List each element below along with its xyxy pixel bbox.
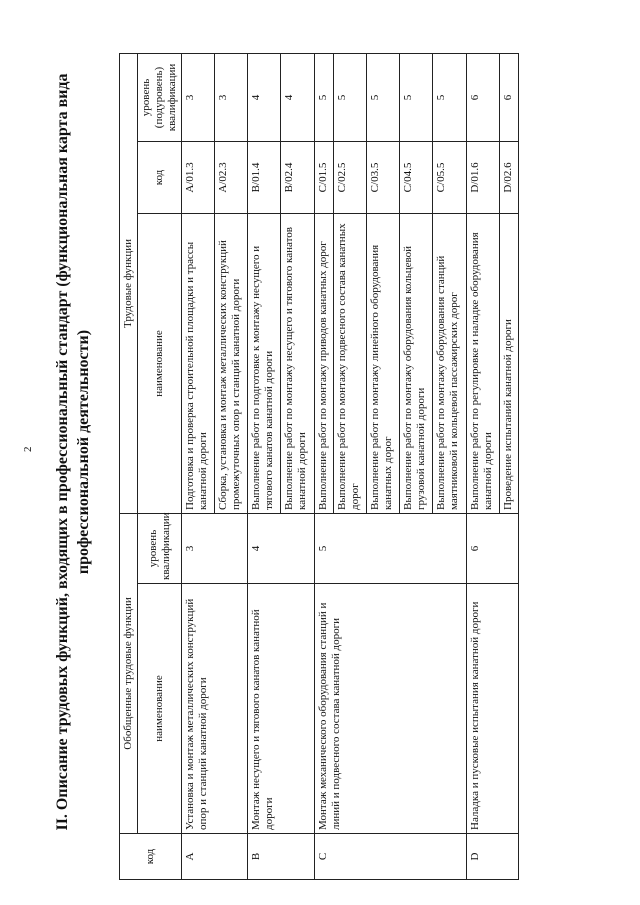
header-function-name: наименование xyxy=(138,213,182,513)
function-level: 4 xyxy=(281,53,314,141)
function-name: Сборка, установка и монтаж металлических конструкций промежуточных опор и станций канатной дороги xyxy=(215,213,248,513)
header-code: код xyxy=(120,834,182,880)
function-code: A/01.3 xyxy=(182,141,215,213)
table-row xyxy=(182,53,215,879)
function-code: C/02.5 xyxy=(333,141,366,213)
function-code: C/03.5 xyxy=(367,141,400,213)
function-level: 4 xyxy=(248,53,281,141)
section-title-line-2: профессиональной деятельности) xyxy=(75,329,92,575)
group-name: Монтаж несущего и тягового канатов канатной дороги xyxy=(248,584,314,834)
group-code: D xyxy=(466,834,519,880)
function-level: 5 xyxy=(333,53,366,141)
table-row xyxy=(314,53,333,879)
table-row xyxy=(466,53,499,879)
function-level: 5 xyxy=(367,53,400,141)
header-function-level: уровень (подуровень) квалификации xyxy=(138,53,182,141)
function-level: 6 xyxy=(466,53,499,141)
function-name: Подготовка и проверка строительной площадки и трассы канатной дороги xyxy=(182,213,215,513)
function-level: 6 xyxy=(499,53,518,141)
function-code: B/02.4 xyxy=(281,141,314,213)
function-level: 5 xyxy=(400,53,433,141)
group-level: 6 xyxy=(466,513,519,583)
group-name: Наладка и пусковые испытания канатной дороги xyxy=(466,584,519,834)
function-code: A/02.3 xyxy=(215,141,248,213)
group-level: 5 xyxy=(314,513,466,583)
function-name: Выполнение работ по регулировке и наладке оборудования канатной дороги xyxy=(466,213,499,513)
group-code: A xyxy=(182,834,248,880)
group-name: Установка и монтаж металлических конструкций опор и станций канатной дороги xyxy=(182,584,248,834)
functional-map-table xyxy=(119,53,519,880)
group-level: 3 xyxy=(182,513,248,583)
function-code: C/01.5 xyxy=(314,141,333,213)
function-name: Выполнение работ по монтажу оборудования станций маятниковой и кольцевой пассажирских дорог xyxy=(433,213,466,513)
section-title xyxy=(52,2,94,902)
function-name: Выполнение работ по монтажу линейного оборудования канатных дорог xyxy=(367,213,400,513)
function-name: Выполнение работ по монтажу подвесного состава канатных дорог xyxy=(333,213,366,513)
header-generalized-functions: Обобщенные трудовые функции xyxy=(120,513,138,833)
function-level: 5 xyxy=(433,53,466,141)
header-row-1 xyxy=(120,53,138,879)
function-code: B/01.4 xyxy=(248,141,281,213)
header-generalized-level: уровень квалификации xyxy=(138,513,182,583)
function-level: 3 xyxy=(182,53,215,141)
header-function-code: код xyxy=(138,141,182,213)
header-row-2 xyxy=(138,53,182,879)
header-labor-functions: Трудовые функции xyxy=(120,53,138,513)
function-code: C/05.5 xyxy=(433,141,466,213)
group-code: C xyxy=(314,834,466,880)
function-level: 5 xyxy=(314,53,333,141)
function-name: Проведение испытаний канатной дороги xyxy=(499,213,518,513)
function-code: D/01.6 xyxy=(466,141,499,213)
function-name: Выполнение работ по монтажу несущего и тягового канатов канатной дороги xyxy=(281,213,314,513)
function-name: Выполнение работ по монтажу приводов канатных дорог xyxy=(314,213,333,513)
group-code: B xyxy=(248,834,314,880)
function-level: 3 xyxy=(215,53,248,141)
functional-map-table-wrapper xyxy=(119,54,519,880)
function-code: C/04.5 xyxy=(400,141,433,213)
header-generalized-name: наименование xyxy=(138,584,182,834)
group-name: Монтаж механического оборудования станций и линий и подвесного состава канатной дороги xyxy=(314,584,466,834)
function-name: Выполнение работ по монтажу оборудования кольцевой грузовой канатной дороги xyxy=(400,213,433,513)
function-code: D/02.6 xyxy=(499,141,518,213)
page-number: 2 xyxy=(22,446,34,452)
function-name: Выполнение работ по подготовке к монтажу несущего и тягового канатов канатной дороги xyxy=(248,213,281,513)
table-row xyxy=(248,53,281,879)
section-title-line-1: II. Описание трудовых функций, входящих в профессиональный стандарт (функциональная карта вида xyxy=(54,73,71,831)
group-level: 4 xyxy=(248,513,314,583)
